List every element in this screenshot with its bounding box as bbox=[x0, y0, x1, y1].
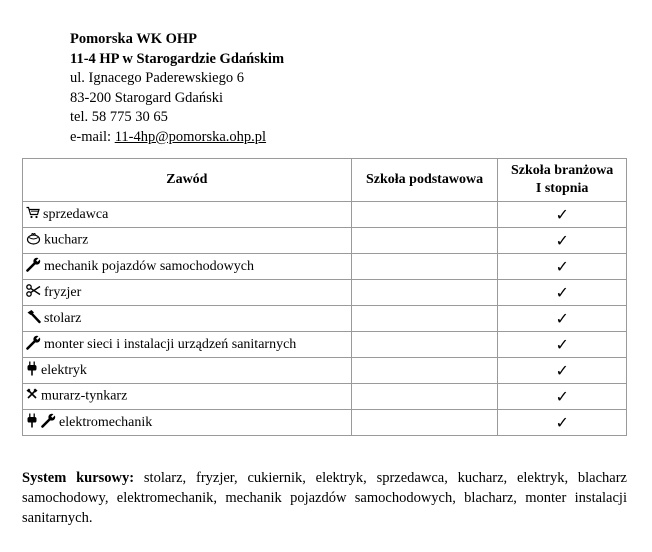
email-line bbox=[70, 128, 284, 148]
profession-label: stolarz bbox=[44, 310, 82, 326]
profession-label: sprzedawca bbox=[43, 206, 109, 222]
szkola-podstawowa-cell bbox=[351, 228, 498, 254]
szkola-branzowa-checkmark: ✓ bbox=[498, 384, 627, 410]
cart-icon bbox=[26, 206, 40, 224]
profession-label: monter sieci i instalacji urządzeń sanitarnych bbox=[44, 336, 297, 352]
header-szkola-podstawowa: Szkoła podstawowa bbox=[351, 159, 498, 202]
plug-icon bbox=[26, 361, 38, 381]
table-row bbox=[23, 280, 627, 306]
profession-cell bbox=[23, 410, 352, 436]
profession-label: kucharz bbox=[44, 232, 89, 248]
header-zawod: Zawód bbox=[23, 159, 352, 202]
plug-icon bbox=[26, 413, 38, 433]
szkola-branzowa-checkmark: ✓ bbox=[498, 254, 627, 280]
email-label: e-mail: bbox=[70, 128, 115, 145]
wrench-icon bbox=[26, 257, 41, 277]
profession-label: murarz-tynkarz bbox=[41, 388, 128, 404]
szkola-branzowa-checkmark: ✓ bbox=[498, 306, 627, 332]
organization-name: Pomorska WK OHP bbox=[70, 31, 198, 47]
address-city: 83-200 Starogard Gdański bbox=[70, 89, 224, 106]
table-row bbox=[23, 306, 627, 332]
table-header-row bbox=[23, 159, 627, 202]
szkola-podstawowa-cell bbox=[351, 358, 498, 384]
szkola-podstawowa-cell bbox=[351, 254, 498, 280]
profession-label: elektryk bbox=[41, 362, 87, 378]
szkola-branzowa-checkmark: ✓ bbox=[498, 202, 627, 228]
header-szkola-branzowa: Szkoła branżowa I stopnia bbox=[498, 159, 627, 202]
address-street: ul. Ignacego Paderewskiego 6 bbox=[70, 70, 244, 86]
profession-cell bbox=[23, 202, 352, 228]
wrench-icon bbox=[41, 413, 56, 433]
szkola-branzowa-checkmark: ✓ bbox=[498, 332, 627, 358]
szkola-podstawowa-cell bbox=[351, 332, 498, 358]
wrench-icon bbox=[26, 335, 41, 355]
szkola-podstawowa-cell bbox=[351, 384, 498, 410]
professions-table bbox=[22, 158, 627, 436]
table-row bbox=[23, 332, 627, 358]
szkola-podstawowa-cell bbox=[351, 202, 498, 228]
course-system-text: stolarz, fryzjer, cukiernik, elektryk, sprzedawca, kucharz, elektryk, blacharz samochodowy, elektromechanik, mechanik pojazdów samochodowych, blacharz, monter instalacji sanitarnych. bbox=[22, 470, 627, 526]
szkola-branzowa-checkmark: ✓ bbox=[498, 358, 627, 384]
course-system-paragraph bbox=[22, 468, 627, 528]
crossed-tools-icon bbox=[26, 388, 38, 405]
course-system-label: System kursowy: bbox=[22, 470, 135, 486]
table-row bbox=[23, 202, 627, 228]
szkola-podstawowa-cell bbox=[351, 280, 498, 306]
scissors-icon bbox=[26, 284, 41, 302]
contact-header bbox=[70, 30, 284, 147]
profession-label: fryzjer bbox=[44, 284, 82, 300]
szkola-podstawowa-cell bbox=[351, 306, 498, 332]
profession-cell bbox=[23, 228, 352, 254]
szkola-branzowa-checkmark: ✓ bbox=[498, 280, 627, 306]
phone-number: tel. 58 775 30 65 bbox=[70, 109, 168, 125]
profession-cell bbox=[23, 280, 352, 306]
cooking-pot-icon bbox=[26, 231, 41, 250]
profession-cell bbox=[23, 254, 352, 280]
szkola-branzowa-checkmark: ✓ bbox=[498, 410, 627, 436]
email-link[interactable]: 11-4hp@pomorska.ohp.pl bbox=[114, 128, 267, 145]
profession-label: elektromechanik bbox=[59, 414, 153, 430]
table-row bbox=[23, 254, 627, 280]
table-row bbox=[23, 384, 627, 410]
profession-label: mechanik pojazdów samochodowych bbox=[44, 258, 254, 274]
unit-name: 11-4 HP w Starogardzie Gdańskim bbox=[70, 50, 285, 67]
table-row bbox=[23, 358, 627, 384]
profession-cell bbox=[23, 332, 352, 358]
profession-cell bbox=[23, 306, 352, 332]
table-row bbox=[23, 228, 627, 254]
szkola-podstawowa-cell bbox=[351, 410, 498, 436]
profession-cell bbox=[23, 358, 352, 384]
profession-cell bbox=[23, 384, 352, 410]
szkola-branzowa-checkmark: ✓ bbox=[498, 228, 627, 254]
hammer-icon bbox=[26, 309, 41, 329]
table-row bbox=[23, 410, 627, 436]
